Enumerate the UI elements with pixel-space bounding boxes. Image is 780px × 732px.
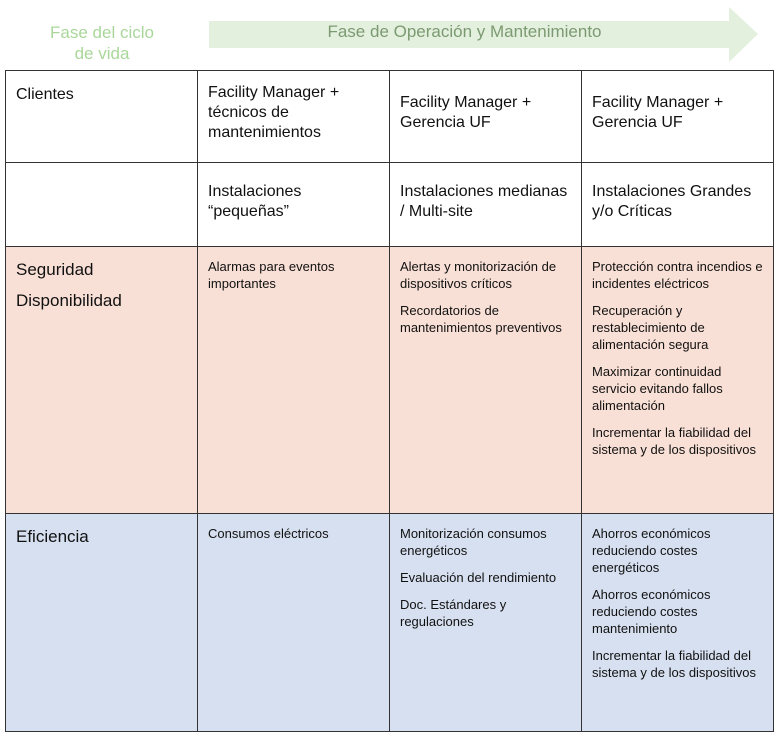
efficiency-row <box>6 514 774 732</box>
security-availability-row <box>6 247 774 514</box>
list-item: Monitorización consumos energéticos <box>400 526 547 558</box>
list-item: Alertas y monitorización de dispositivos críticos <box>400 259 557 291</box>
list-item: Protección contra incendios e incidentes eléctricos <box>592 259 763 291</box>
category-cell <box>6 247 198 514</box>
list-item: Evaluación del rendimiento <box>400 570 557 585</box>
list-item: Ahorros económicos reduciendo costes mantenimiento <box>592 587 711 636</box>
client-cell: Facility Manager + Gerencia UF <box>582 71 774 163</box>
medium-installations-cell <box>390 514 582 732</box>
installation-size-cell: Instalaciones “pequeñas” <box>198 163 390 247</box>
phase-arrow <box>209 7 758 62</box>
category-label-efficiency: Eficiencia <box>16 527 89 546</box>
list-item: Incrementar la fiabilidad del sistema y de los dispositivos <box>592 648 757 680</box>
installation-size-cell: Instalaciones Grandes y/o Críticas <box>582 163 774 247</box>
list-item: Consumos eléctricos <box>208 526 329 541</box>
list-item: Maximizar continuidad servicio evitando fallos alimentación <box>592 364 723 413</box>
small-installations-cell <box>198 247 390 514</box>
phase-arrow-label: Fase de Operación y Mantenimiento <box>327 22 602 41</box>
empty-header-cell <box>6 163 198 247</box>
list-item: Ahorros económicos reduciendo costes energéticos <box>592 526 711 575</box>
installation-size-row <box>6 163 774 247</box>
large-installations-cell <box>582 514 774 732</box>
category-label-availability: Disponibilidad <box>16 291 122 310</box>
client-cell: Facility Manager + técnicos de mantenimientos <box>198 71 390 163</box>
list-item: Alarmas para eventos importantes <box>208 259 335 291</box>
clients-row <box>6 71 774 163</box>
category-cell <box>6 514 198 732</box>
solutions-matrix <box>5 70 774 732</box>
list-item: Recuperación y restablecimiento de alimentación segura <box>592 303 709 352</box>
large-installations-cell <box>582 247 774 514</box>
medium-installations-cell <box>390 247 582 514</box>
list-item: Doc. Estándares y regulaciones <box>400 597 507 629</box>
list-item: Recordatorios de mantenimientos preventivos <box>400 303 562 335</box>
clients-header: Clientes <box>6 71 198 163</box>
small-installations-cell <box>198 514 390 732</box>
lifecycle-phase-label: Fase del ciclo de vida <box>50 23 154 63</box>
installation-size-cell: Instalaciones medianas / Multi-site <box>390 163 582 247</box>
list-item: Incrementar la fiabilidad del sistema y de los dispositivos <box>592 425 757 457</box>
client-cell: Facility Manager + Gerencia UF <box>390 71 582 163</box>
category-label-security: Seguridad <box>16 260 94 279</box>
